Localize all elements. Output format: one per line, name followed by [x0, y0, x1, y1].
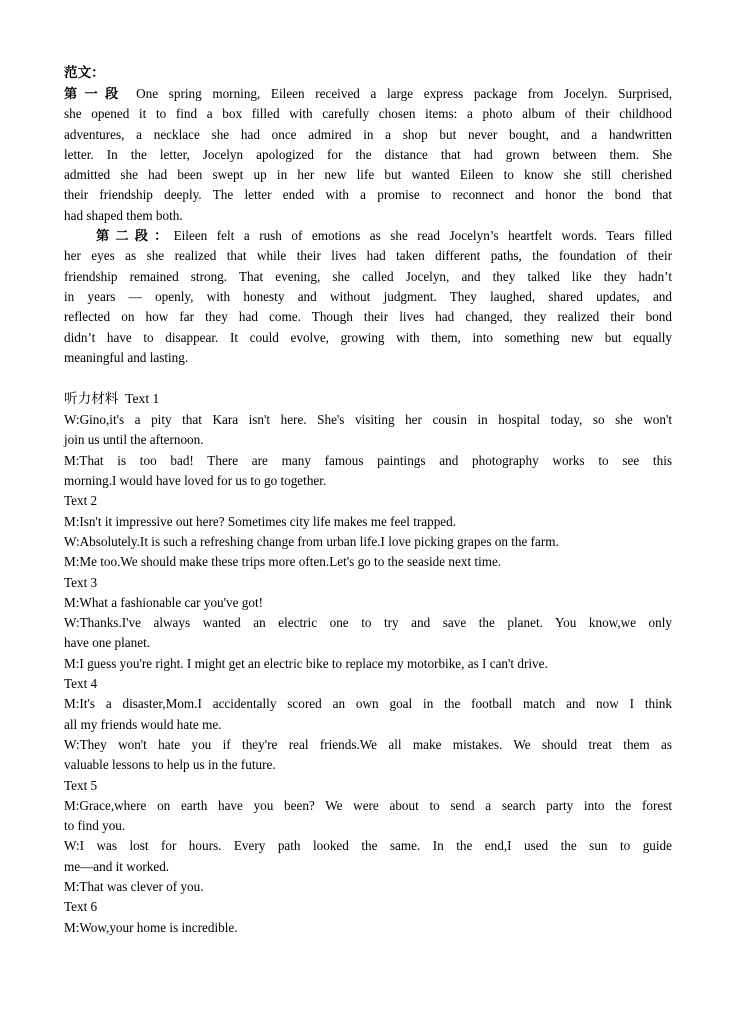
- transcript-line: M:Isn't it impressive out here? Sometimes city life makes me feel trapped.: [64, 513, 457, 529]
- section-spacer: [64, 368, 672, 388]
- listening-heading: 听力材料 Text 1: [64, 391, 160, 407]
- paragraph-line: in years — openly, with honesty and without judgment. They laughed, shared updates, and: [64, 288, 672, 304]
- paragraph-line: friendship remained strong. That evening, she called Jocelyn, and they talked like they hadn’t: [64, 268, 672, 284]
- paragraph-line: their friendship deeply. The letter ended with a promise to reconnect and honor the bond that: [64, 187, 672, 203]
- essay-paragraph-2: [64, 226, 672, 368]
- transcript-line: join us until the afternoon.: [64, 432, 204, 448]
- transcript-line: M:That is too bad! There are many famous paintings and photography works to see this: [64, 452, 672, 468]
- essay-title: 范文：: [64, 65, 105, 80]
- paragraph-line: admitted she had been swept up in her new life but wanted Eileen to know she still cherished: [64, 167, 672, 183]
- document-page: [64, 62, 672, 938]
- transcript-line: valuable lessons to help us in the future.: [64, 757, 276, 773]
- paragraph-line: had shaped them both.: [64, 207, 183, 223]
- paragraph-line: didn’t have to disappear. It could evolve, growing with them, into something new but equally: [64, 329, 672, 345]
- text-section-label: Text 5: [64, 777, 98, 793]
- paragraph-2-label: 第二段：: [96, 228, 174, 244]
- transcript-line: to find you.: [64, 818, 126, 834]
- text-section-label: Text 2: [64, 493, 98, 509]
- paragraph-line: her eyes as she realized that while their lives had taken different paths, the foundation of their: [64, 248, 672, 264]
- paragraph-line: she opened it to find a box filled with carefully chosen items: a photo album of their childhood: [64, 106, 672, 122]
- transcript-line: me—and it worked.: [64, 858, 170, 874]
- transcript-line: M:It's a disaster,Mom.I accidentally scored an own goal in the football match and now I think: [64, 696, 672, 712]
- transcript-line: M:Me too.We should make these trips more often.Let's go to the seaside next time.: [64, 554, 502, 570]
- paragraph-line: 第二段：Eileen felt a rush of emotions as she read Jocelyn’s heartfelt words. Tears filled: [96, 228, 672, 244]
- paragraph-line: 第一段 One spring morning, Eileen received a large express package from Jocelyn. Surprised,: [64, 86, 672, 101]
- transcript-line: all my friends would hate me.: [64, 716, 222, 732]
- paragraph-line: adventures, a necklace she had once admired in a shop but never bought, and a handwritten: [64, 126, 672, 142]
- transcript-line: W:I was lost for hours. Every path looked the same. In the end,I used the sun to guide: [64, 838, 672, 854]
- transcript-line: W:Thanks.I've always wanted an electric one to try and save the planet. You know,we only: [64, 615, 672, 631]
- text-section-label: Text 3: [64, 574, 98, 590]
- transcript-line: M:What a fashionable car you've got!: [64, 594, 264, 610]
- transcript-line: M:That was clever of you.: [64, 878, 204, 894]
- transcript-line: W:Absolutely.It is such a refreshing change from urban life.I love picking grapes on the farm.: [64, 533, 559, 549]
- transcript-line: M:Grace,where on earth have you been? We were about to send a search party into the forest: [64, 797, 672, 813]
- paragraph-line: letter. In the letter, Jocelyn apologized for the distance that had grown between them. She: [64, 146, 672, 162]
- listening-transcript: [64, 410, 672, 938]
- transcript-line: morning.I would have loved for us to go together.: [64, 473, 327, 489]
- paragraph-line: meaningful and lasting.: [64, 349, 189, 365]
- essay-paragraph-1: [64, 84, 672, 226]
- paragraph-line: reflected on how far they had come. Though their lives had changed, they realized their bond: [64, 309, 672, 325]
- transcript-line: have one planet.: [64, 635, 151, 651]
- transcript-line: M:Wow,your home is incredible.: [64, 919, 238, 935]
- transcript-line: M:I guess you're right. I might get an electric bike to replace my motorbike, as I can't drive.: [64, 655, 548, 671]
- text-section-label: Text 4: [64, 676, 98, 692]
- transcript-line: W:Gino,it's a pity that Kara isn't here. She's visiting her cousin in hospital today, so she won't: [64, 412, 672, 428]
- text-section-label: Text 6: [64, 899, 98, 915]
- paragraph-1-label: 第一段: [64, 86, 126, 101]
- transcript-line: W:They won't hate you if they're real friends.We all make mistakes. We should treat them as: [64, 736, 672, 752]
